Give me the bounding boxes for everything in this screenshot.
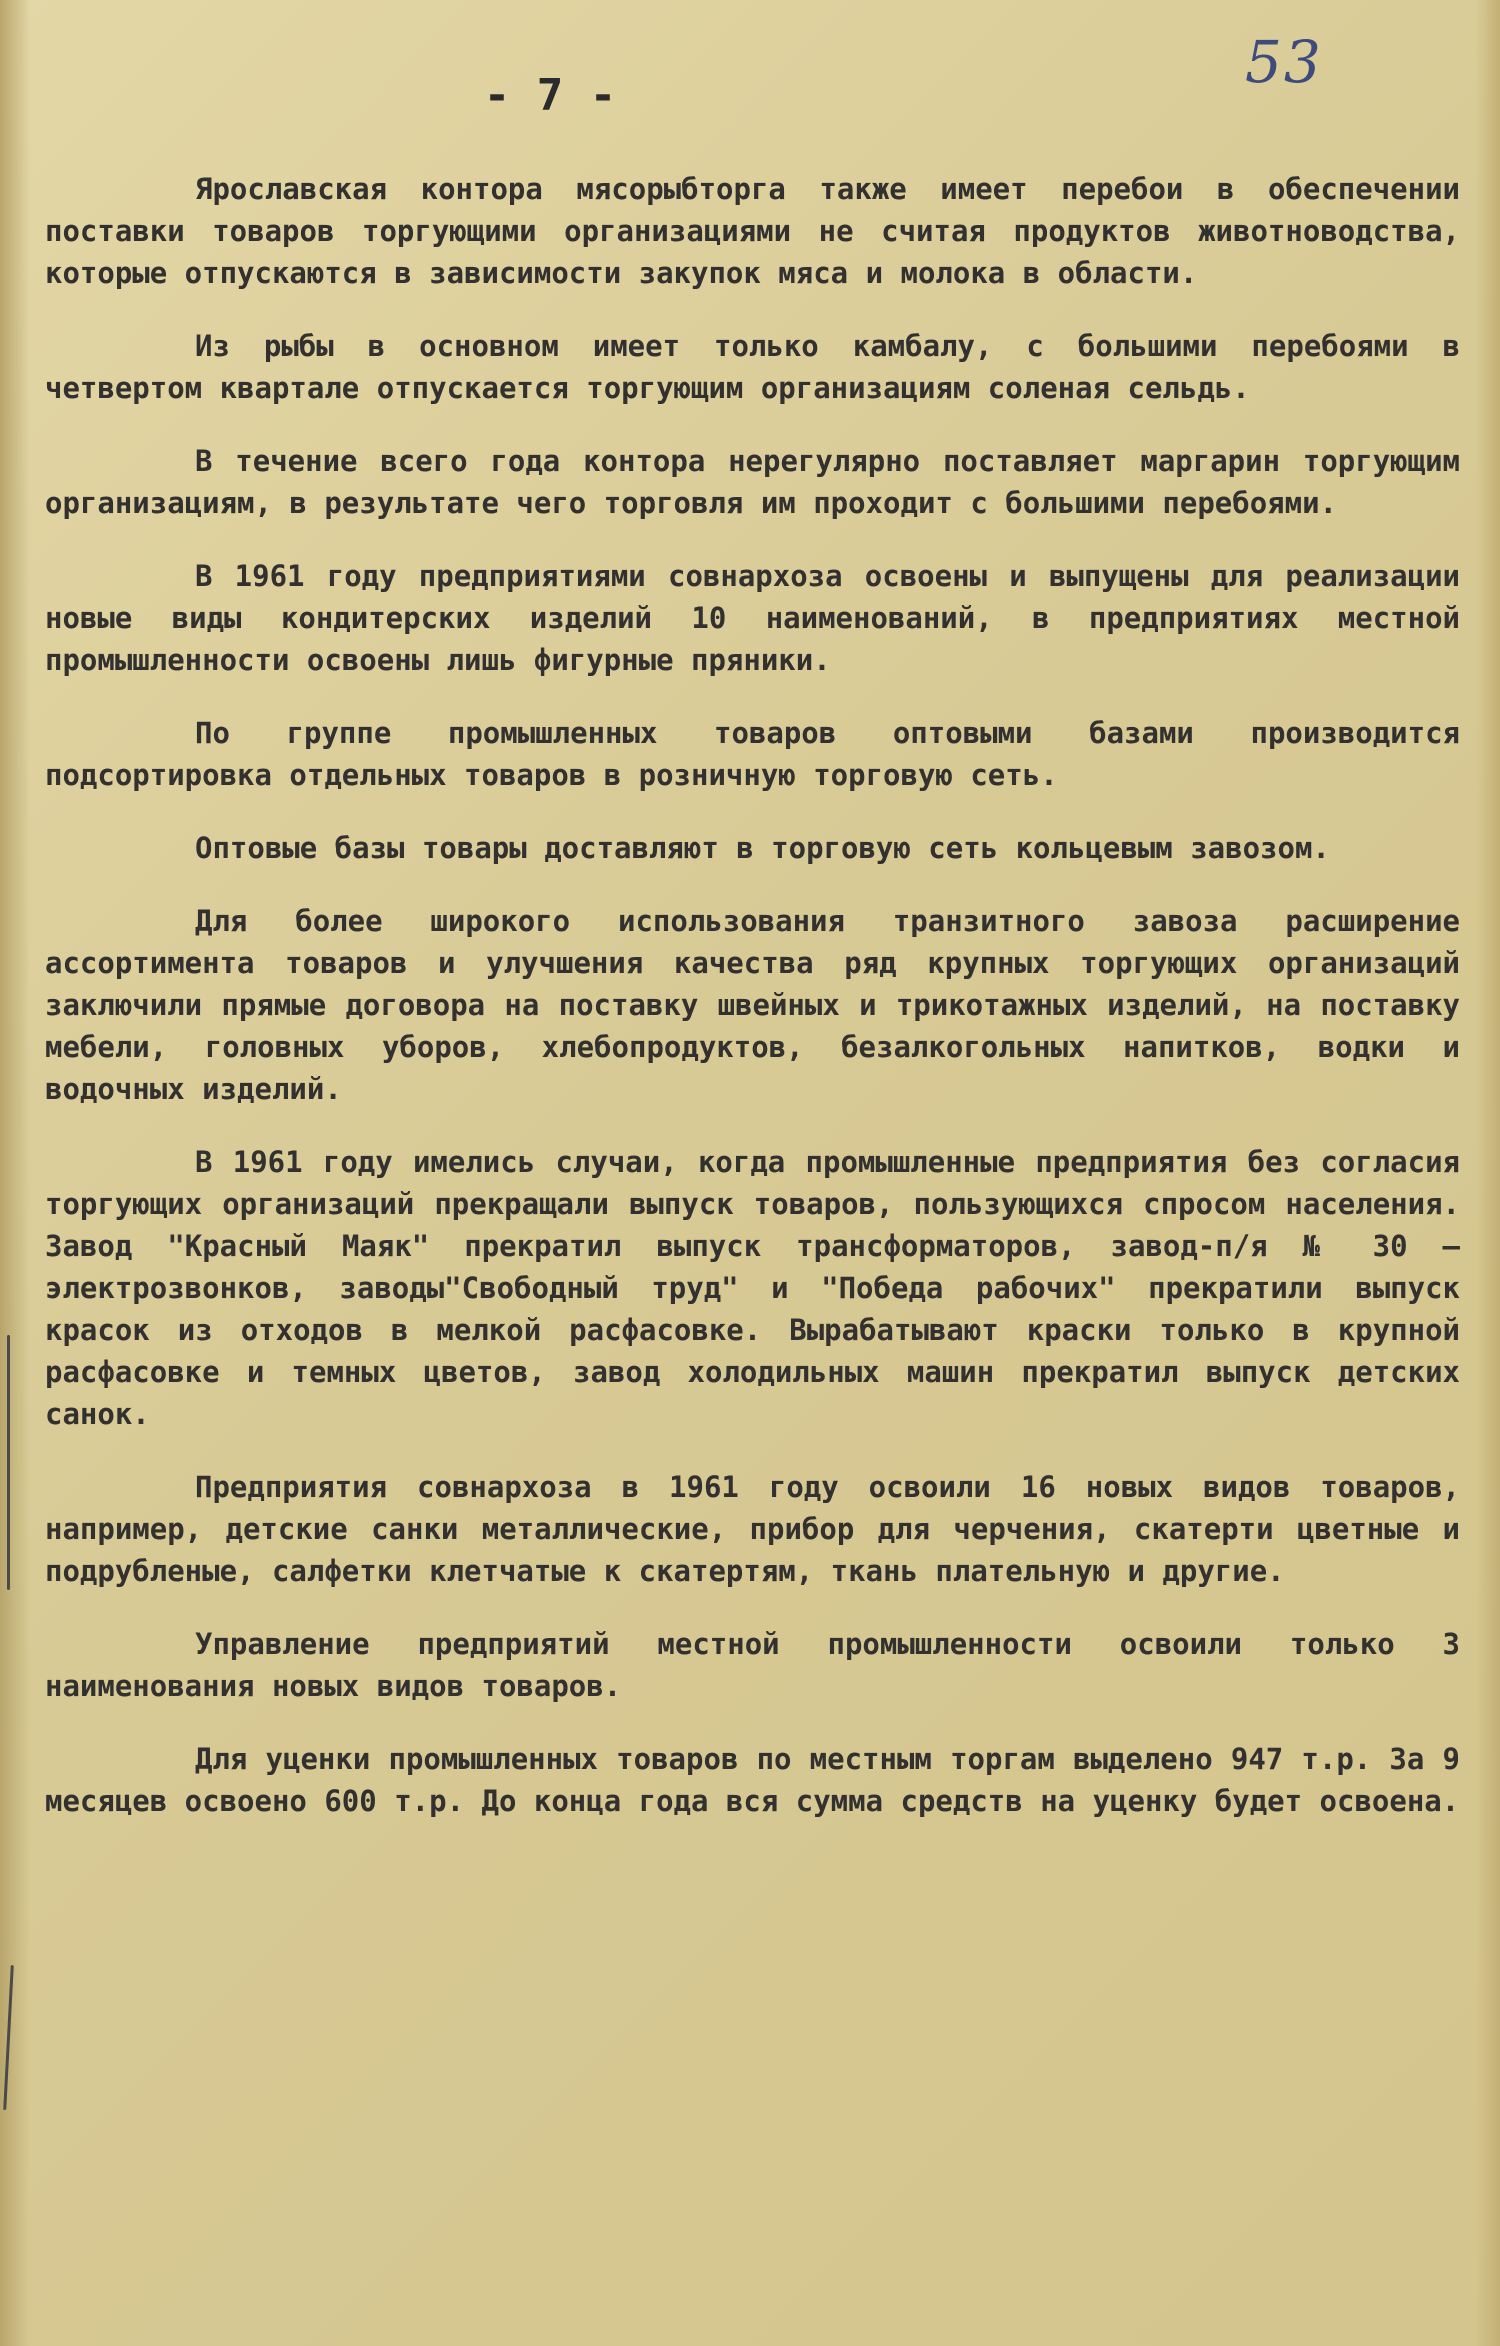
- archive-folio-number: 53: [1245, 28, 1323, 96]
- paragraph: Ярославская контора мясорыбторга также имеет перебои в обеспечении поставки товаров торгующими организациями не считая продуктов животноводства, которые отпускаются в зависимости закупок мяса и молока в области.: [45, 172, 1460, 290]
- paragraph: Предприятия совнархоза в 1961 году освоили 16 новых видов товаров, например, детские санки металлические, прибор для черчения, скатерти цветные и подрубленые, салфетки клетчатые к скатертям, ткань плательную и другие.: [45, 1470, 1460, 1588]
- page-number: - 7 -: [483, 70, 617, 121]
- paragraph: По группе промышленных товаров оптовыми базами производится подсортировка отдельных товаров в розничную торговую сеть.: [45, 716, 1460, 792]
- paragraph: Управление предприятий местной промышленности освоили только 3 наименования новых видов товаров.: [45, 1627, 1460, 1703]
- margin-mark: [7, 1335, 10, 1590]
- paragraph: В 1961 году предприятиями совнархоза освоены и выпущены для реализации новые виды кондитерских изделий 10 наименований, в предприятиях местной промышленности освоены лишь фигурные пряники.: [45, 559, 1460, 677]
- paragraph: Для уценки промышленных товаров по местным торгам выделено 947 т.р. За 9 месяцев освоено 600 т.р. До конца года вся сумма средств на уценку будет освоена.: [45, 1742, 1460, 1818]
- paragraph: В течение всего года контора нерегулярно поставляет маргарин торгующим организациям, в результате чего торговля им проходит с большими перебоями.: [45, 444, 1460, 520]
- paragraph: Оптовые базы товары доставляют в торговую сеть кольцевым завозом.: [195, 831, 1330, 865]
- typewritten-body: [45, 168, 1460, 1853]
- paragraph: Из рыбы в основном имеет только камбалу, с большими перебоями в четвертом квартале отпускается торгующим организациям соленая сельдь.: [45, 329, 1460, 405]
- margin-mark: [3, 1965, 14, 2110]
- paragraph: Для более широкого использования транзитного завоза расширение ассортимента товаров и улучшения качества ряд крупных торгующих организаций заключили прямые договора на поставку швейных и трикотажных изделий, на поставку мебели, головных уборов, хлебопродуктов, безалкогольных напитков, водки и водочных изделий.: [45, 904, 1460, 1106]
- paragraph: В 1961 году имелись случаи, когда промышленные предприятия без согласия торгующих организаций прекращали выпуск товаров, пользующихся спросом населения. Завод "Красный Маяк" прекратил выпуск трансформаторов, завод-п/я № 30 – электрозвонков, заводы"Свободный труд" и "Победа рабочих" прекратили выпуск красок из отходов в мелкой расфасовке. Вырабатывают краски только в крупной расфасовке и темных цветов, завод холодильных машин прекратил выпуск детских санок.: [45, 1145, 1460, 1431]
